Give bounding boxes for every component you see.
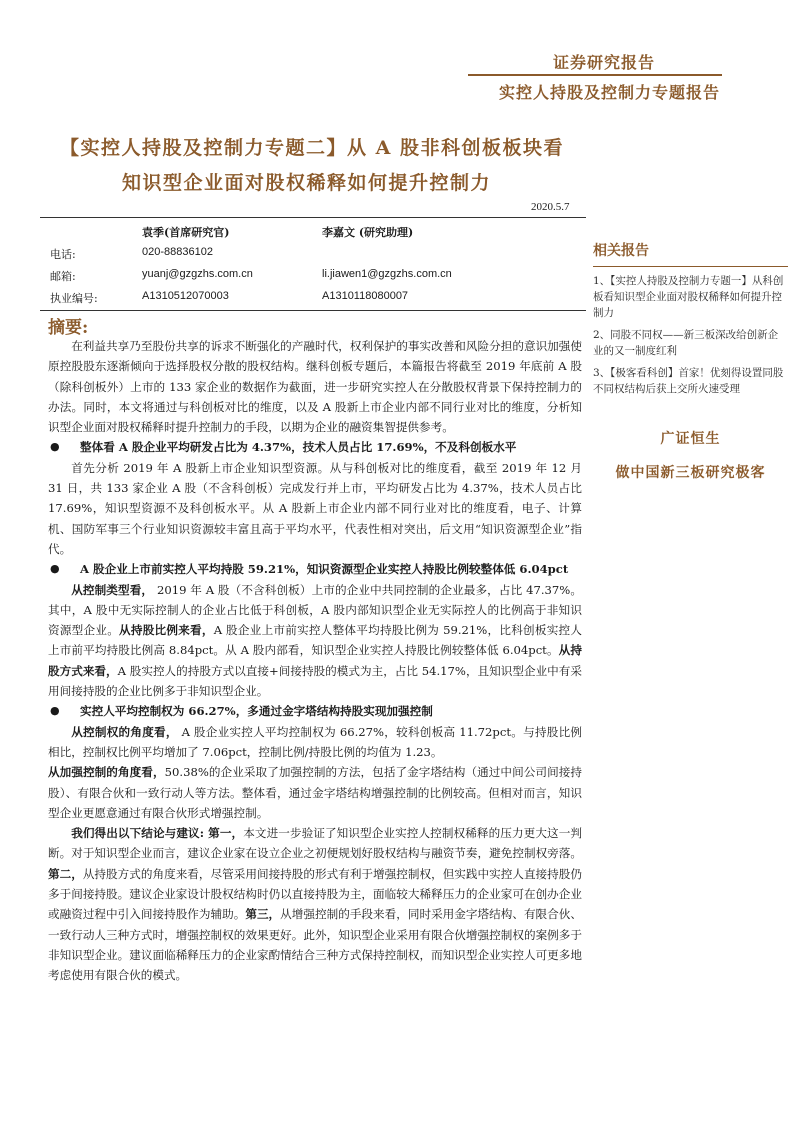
paragraph-text: 2019 年 A 股（不含科创板）上市的企业中共同控制的企业最多，占比 47.37%。其中，A 股中无实际控制人的企业占比低于科创板，A 股内部知识型企业无实际控人的比例高于非知识资源型企业。	[48, 582, 582, 638]
related-report-link[interactable]: 2、同股不同权——新三板深改给创新企业的又一制度红利	[593, 329, 779, 357]
email-row	[50, 266, 580, 288]
lead-phrase: 从控制类型看，	[71, 582, 154, 597]
paragraph-text: 50.38%的企业采取了加强控制的方法，包括了金字塔结构（通过中间公司间接持股）、有限合伙和一致行动人等方法。整体看，通过金字塔结构增强控制的比例较高。但相对而言，知识型企业更愿意通过有限合伙形式增强控制。	[48, 765, 582, 820]
related-report-link[interactable]: 1、【实控人持股及控制力专题一】从科创板看知识型企业面对股权稀释如何提升控制力	[593, 275, 784, 319]
paragraph-text: A 股实控人的持股方式以直接+间接持股的模式为主，占比 54.17%，且知识型企业中有采用间接持股的企业比例多于非知识型企业。	[48, 663, 582, 699]
license-value: A1310512070003	[142, 290, 229, 302]
license-label: 执业编号:	[50, 292, 98, 305]
firm-slogan: 做中国新三板研究极客	[615, 465, 766, 481]
author-table-bottom-rule	[40, 310, 586, 311]
bullet-paragraph-3a	[48, 722, 582, 763]
bullet-heading-3	[48, 701, 582, 721]
lead-phrase: 从持股方式来看，	[48, 643, 582, 678]
license-row	[50, 288, 580, 310]
bullet-title: 实控人平均控制权为 66.27%，多通过金字塔结构持股实现加强控制	[80, 704, 433, 719]
license-value: A1310118080007	[322, 290, 409, 302]
related-reports-sidebar	[593, 240, 788, 403]
author-table	[50, 222, 580, 310]
lead-phrase: 第二，	[48, 866, 83, 881]
lead-phrase: 第三，	[245, 907, 281, 922]
lead-phrase: 我们得出以下结论与建议: 第一，	[71, 826, 244, 841]
lead-phrase: 从持股比例来看，	[119, 623, 214, 638]
bullet-icon: ●	[50, 440, 60, 454]
bullet-icon: ●	[50, 562, 60, 576]
report-title-line1: 【实控人持股及控制力专题二】从 A 股非科创板板块看	[60, 137, 564, 159]
bullet-icon: ●	[50, 704, 60, 718]
paragraph-text: 从增强控制的手段来看，同时采用金字塔结构、有限合伙、一致行动人三种方式时，增强控制权的效果更好。此外，知识型企业采用有限合伙增强控制权的案例多于非知识型企业。建议面临稀释压力的企业家酌情结合三种方式保持控制权，而知识型企业实控人可更多地考虑使用有限合伙的模式。	[48, 907, 582, 983]
paragraph-text: 从持股方式的角度来看，尽管采用间接持股的形式有利于增强控制权，但实践中实控人直接持股仍多于间接持股。建议企业家设计股权结构时仍以直接持股为主，面临较大稀释压力的企业家可在创办企业或融资过程中引入间接持股作为辅助。	[48, 866, 582, 922]
email-link[interactable]: li.jiawen1@gzgzhs.com.cn	[322, 268, 452, 280]
phone-row	[50, 244, 580, 266]
bullet-paragraph-3b	[48, 762, 582, 823]
bullet-heading-1	[48, 437, 582, 457]
author-name: 李嘉文 (研究助理)	[322, 226, 414, 239]
bullet-paragraph-1: 首先分析 2019 年 A 股新上市企业知识型资源。从与科创板对比的维度看，截至 2019 年 12 月 31 日，共 133 家企业 A 股（不含科创板）完成发行并上市，平均研发占比为 4.37%，技术人员占比 17.69%，知识型资源不及科创板水平。从 A 股新上市企业内部不同行业对比的维度看，电子、计算机、国防军事三个行业知识资源较丰富且高于平均水平，代表性相对突出，后文用“知识资源型企业”指代。	[48, 460, 582, 556]
sidebar-divider	[593, 266, 788, 267]
bullet-heading-2	[48, 559, 582, 579]
author-name: 袁季(首席研究官)	[142, 226, 230, 239]
email-label: 邮箱:	[50, 270, 76, 283]
phone-value: 020-88836102	[142, 246, 213, 258]
report-series-header: 实控人持股及控制力专题报告	[498, 83, 720, 102]
abstract-heading: 摘要:	[48, 318, 89, 338]
header-divider	[468, 74, 722, 76]
related-report-link[interactable]: 3、【极客看科创】首家！优刻得设置同股不同权结构后获上交所火速受理	[593, 367, 784, 395]
firm-name: 广证恒生	[660, 431, 721, 447]
bullet-title: 整体看 A 股企业平均研发占比为 4.37%，技术人员占比 17.69%，不及科创板水平	[80, 440, 517, 455]
conclusion-paragraph	[48, 823, 582, 985]
related-reports-heading: 相关报告	[593, 243, 649, 259]
report-type-header: 证券研究报告	[552, 53, 655, 72]
paragraph-text: 本文进一步验证了知识型企业实控人控制权稀释的压力更大这一判断。对于知识型企业而言，建议企业家在设立企业之初便规划好股权结构与融资节奏，避免控制权旁落。	[48, 826, 582, 861]
author-table-top-rule	[40, 217, 586, 218]
intro-paragraph: 在利益共享乃至股份共享的诉求不断强化的产融时代，权利保护的事实改善和风险分担的意识加强使原控股股东逐渐倾向于选择股权分散的股权结构。继科创板专题后，本篇报告将截至 2019 年底前 A 股（除科创板外）上市的 133 家企业的数据作为截面，进一步研究实控人在分散股权背景下保持控制力的办法。同时，本文将通过与科创板对比的维度，以及 A 股新上市企业内部不同行业对比的维度，分析知识型企业面对股权稀释时提升控制力的手段，以期为企业的融资集智提供参考。	[48, 339, 582, 435]
lead-phrase: 从控制权的角度看，	[71, 724, 178, 739]
phone-label: 电话:	[50, 248, 76, 261]
lead-phrase: 从加强控制的角度看，	[48, 765, 165, 780]
email-link[interactable]: yuanj@gzgzhs.com.cn	[142, 268, 253, 280]
paragraph-text: A 股企业上市前实控人整体平均持股比例为 59.21%，比科创板实控人上市前平均持股比例高 8.84pct。从 A 股内部看，知识型企业实控人持股比例较整体低 6.04pct。	[48, 623, 582, 658]
report-title-line2: 知识型企业面对股权稀释如何提升控制力	[122, 172, 492, 194]
bullet-paragraph-2	[48, 580, 582, 702]
paragraph-text: A 股企业实控人平均控制权为 66.27%，较科创板高 11.72pct。与持股比例相比，控制权比例平均增加了 7.06pct，控制比例/持股比例的均值为 1.23。	[48, 724, 582, 759]
author-names-row	[50, 222, 580, 244]
bullet-title: A 股企业上市前实控人平均持股 59.21%，知识资源型企业实控人持股比例较整体低 6.04pct	[80, 562, 569, 577]
abstract-body	[48, 336, 582, 986]
report-date: 2020.5.7	[531, 201, 570, 213]
